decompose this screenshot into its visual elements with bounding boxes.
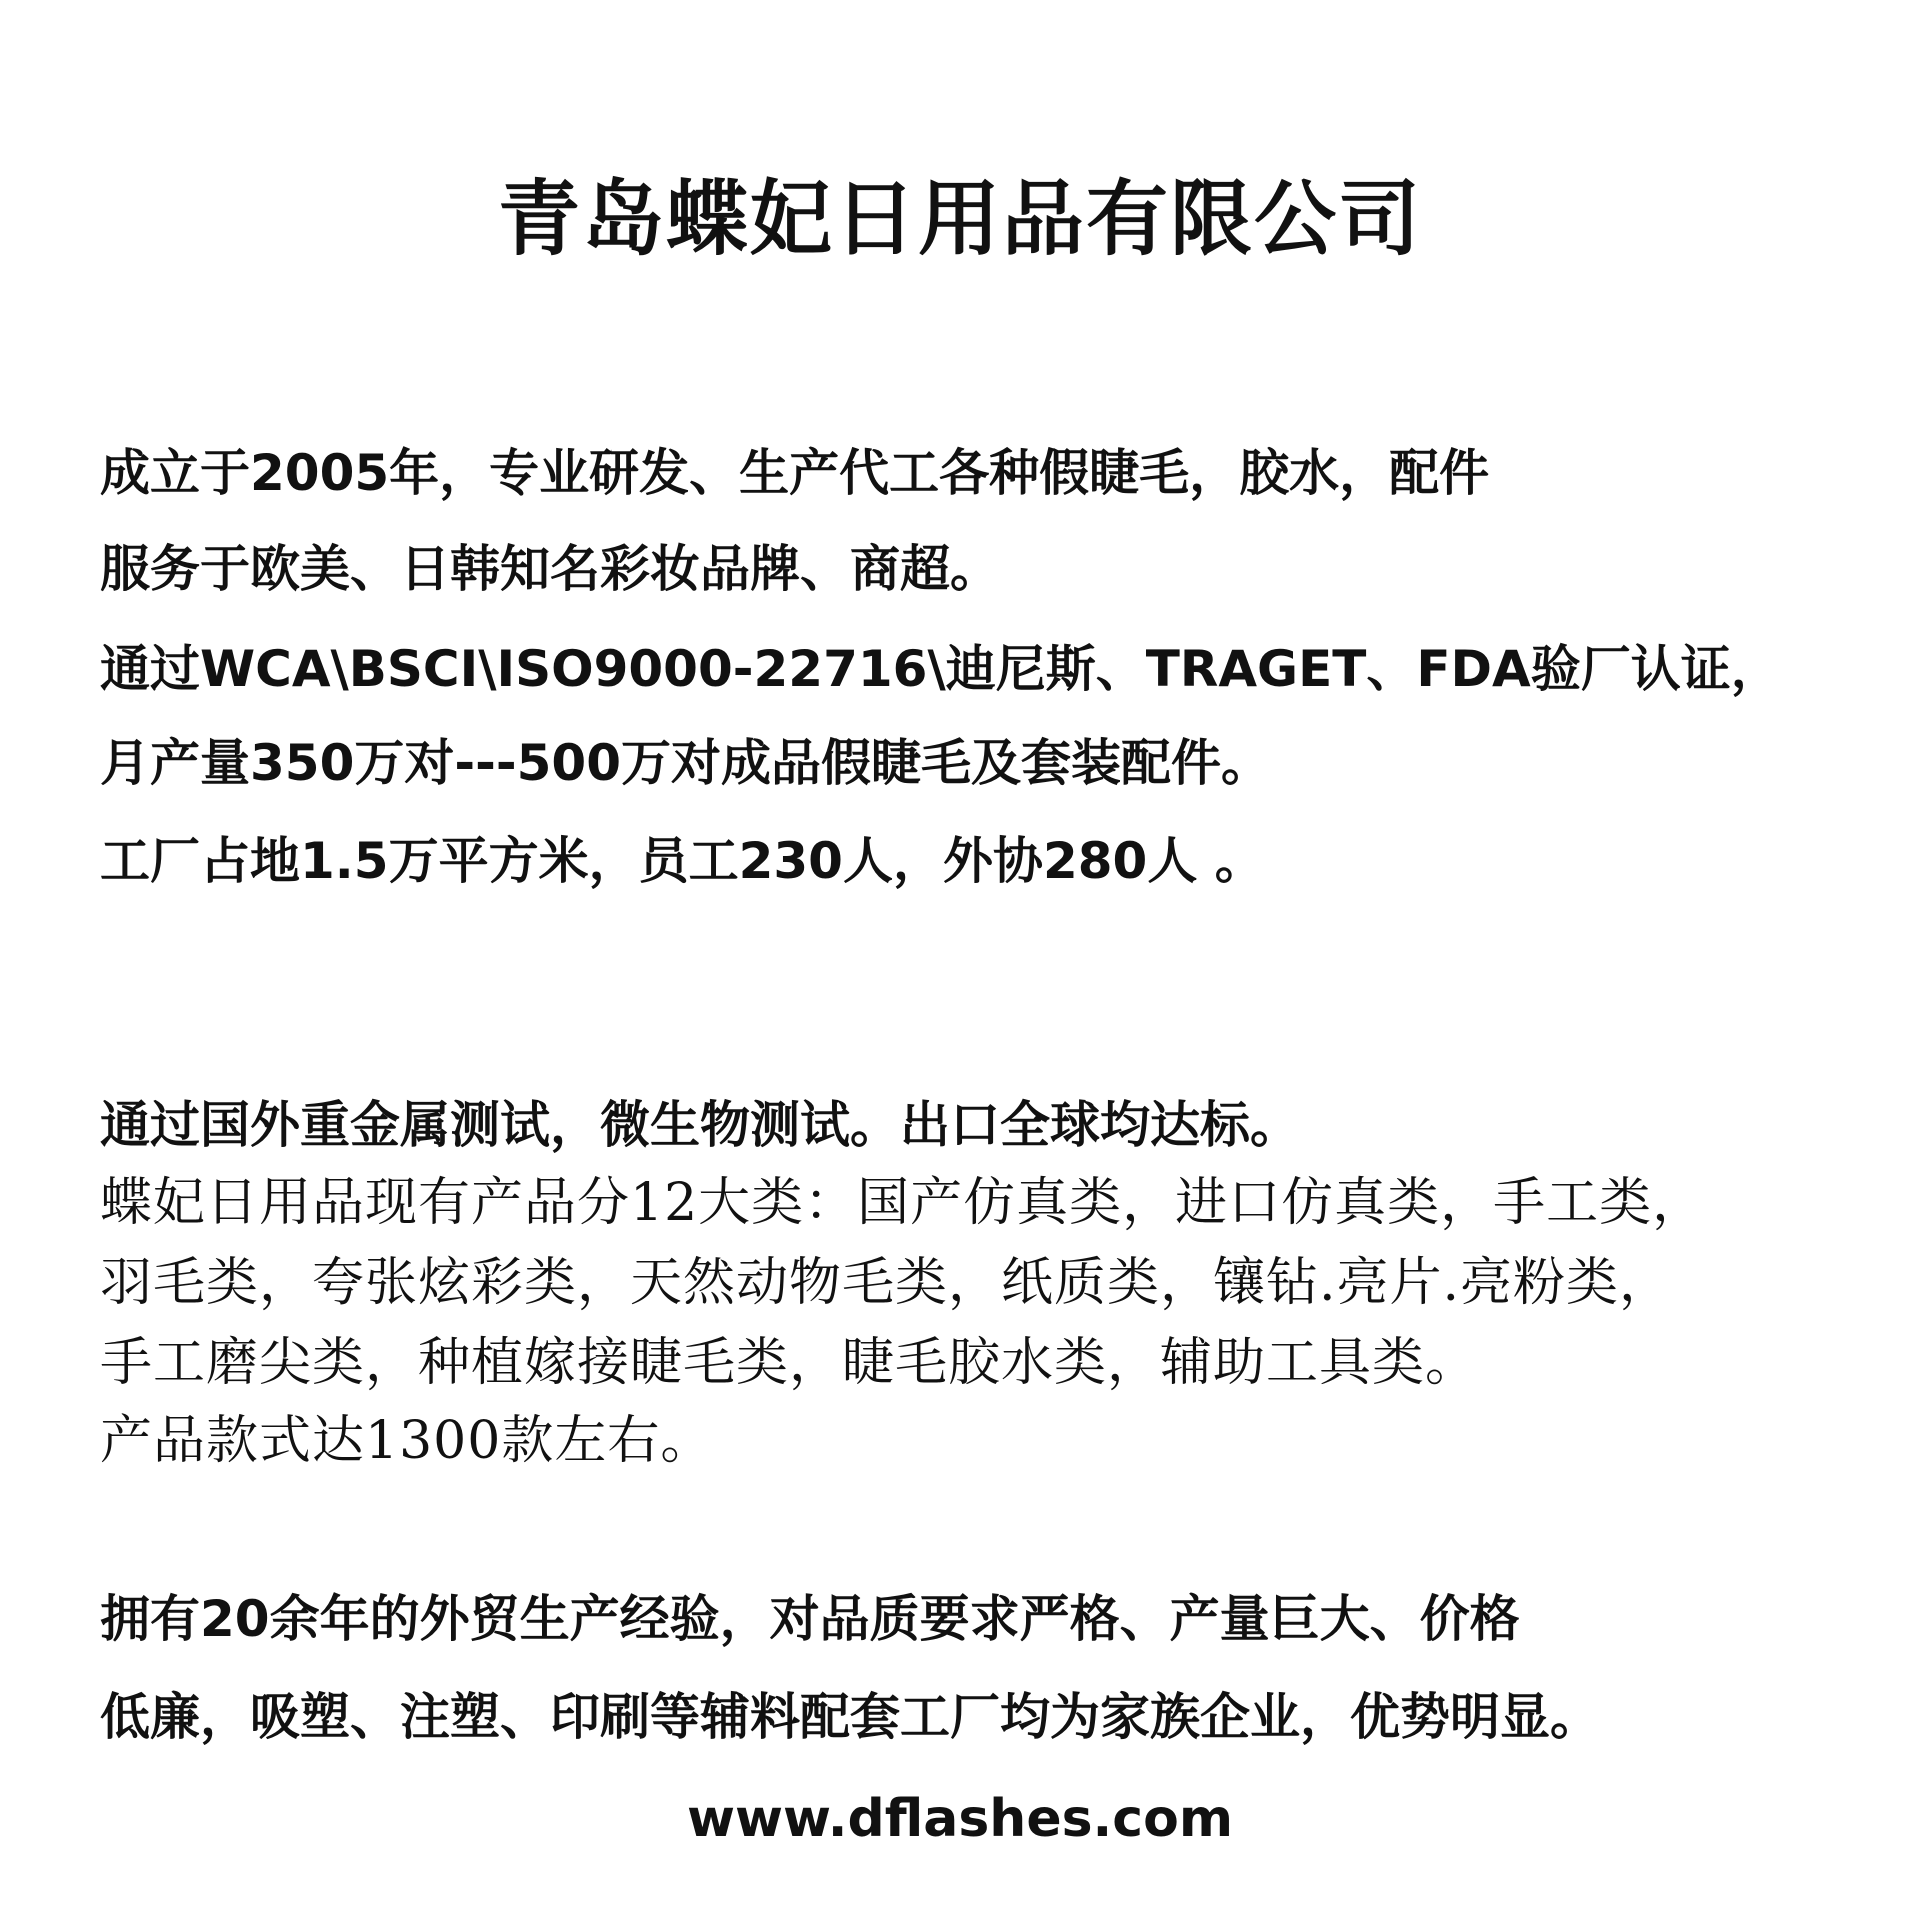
advantage-line: 拥有20余年的外贸生产经验，对品质要求严格、产量巨大、价格 [100, 1590, 1520, 1648]
company-intro-line: 月产量350万对---500万对成品假睫毛及套装配件。 [100, 734, 1271, 792]
product-category-line: 羽毛类，夸张炫彩类，天然动物毛类，纸质类，镶钻.亮片.亮粉类， [100, 1253, 1673, 1313]
product-category-line: 蝶妃日用品现有产品分12大类：国产仿真类，进口仿真类，手工类， [100, 1173, 1706, 1233]
product-category-line: 手工磨尖类，种植嫁接睫毛类，睫毛胶水类，辅助工具类。 [100, 1333, 1479, 1393]
advantage-line: 低廉，吸塑、注塑、印刷等辅料配套工厂均为家族企业，优势明显。 [100, 1688, 1600, 1746]
company-intro-line: 服务于欧美、日韩知名彩妆品牌、商超。 [100, 540, 1000, 598]
product-count-line: 产品款式达1300款左右。 [100, 1411, 714, 1471]
page-title: 青岛蝶妃日用品有限公司 [497, 172, 1422, 267]
website-url: www.dflashes.com [686, 1789, 1234, 1849]
testing-line: 通过国外重金属测试，微生物测试。出口全球均达标。 [100, 1096, 1300, 1154]
company-intro-line: 工厂占地1.5万平方米，员工230人，外协280人 。 [100, 832, 1265, 890]
company-intro-line: 通过WCA\BSCI\ISO9000-22716\迪尼斯、TRAGET、FDA验厂认证， [100, 640, 1781, 698]
company-intro-line: 成立于2005年，专业研发、生产代工各种假睫毛，胶水，配件 [100, 444, 1490, 502]
